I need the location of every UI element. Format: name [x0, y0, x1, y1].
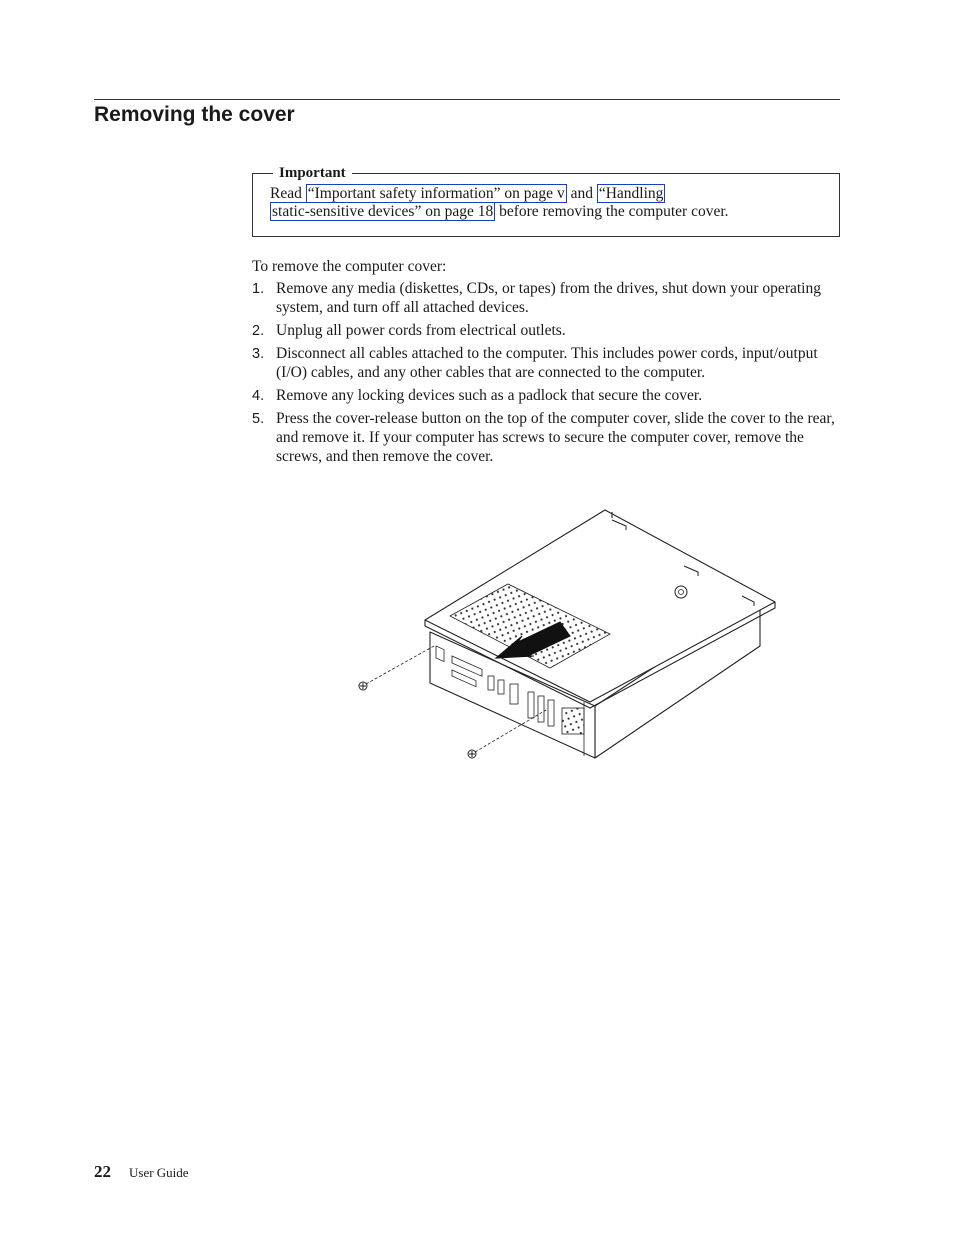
step-item: [252, 322, 842, 341]
important-text: [270, 185, 829, 221]
step-text: Disconnect all cables attached to the computer. This includes power cords, input/output (I/O) cables, and any other cables that are connected to the computer.: [276, 345, 818, 381]
important-text-read: Read: [270, 185, 306, 202]
step-number: 3.: [252, 346, 265, 363]
step-text: Remove any locking devices such as a padlock that secure the cover.: [276, 387, 703, 405]
footer-doc-title: User Guide: [129, 1165, 189, 1180]
step-item: [252, 410, 842, 466]
step-number: 2.: [252, 322, 265, 339]
page-title: Removing the cover: [94, 103, 295, 126]
cover-release-button-icon: [675, 586, 687, 598]
step-item: [252, 345, 842, 382]
step-text: Remove any media (diskettes, CDs, or tapes) from the drives, shut down your operating system, and turn off all attached devices.: [276, 280, 821, 316]
step-number: 1.: [252, 281, 265, 297]
important-label: Important: [273, 165, 352, 182]
intro-text: To remove the computer cover:: [252, 258, 447, 275]
section-rule: [94, 99, 840, 100]
step-number: 5.: [252, 411, 265, 428]
important-text-end: before removing the computer cover.: [495, 203, 729, 220]
handling-devices-link-part2[interactable]: static-sensitive devices” on page 18: [272, 203, 494, 220]
page-number: 22: [94, 1162, 111, 1181]
important-notice: [252, 165, 840, 237]
steps-list: [252, 280, 842, 471]
safety-information-link[interactable]: “Important safety information” on page v: [307, 185, 565, 202]
screw-icon: [468, 750, 476, 758]
step-item: [252, 280, 842, 317]
important-text-and: and: [566, 185, 597, 202]
screw-icon: [359, 682, 367, 690]
computer-cover-illustration: [350, 506, 780, 762]
step-text: Unplug all power cords from electrical outlets.: [276, 321, 566, 339]
step-item: [252, 387, 842, 406]
step-number: 4.: [252, 388, 265, 405]
handling-devices-link-part1[interactable]: “Handling: [598, 185, 664, 202]
step-text: Press the cover-release button on the top of the computer cover, slide the cover to the rear, and remove it. If your computer has screws to secure the computer cover, remove the screws, and then remove the cover.: [276, 410, 835, 465]
